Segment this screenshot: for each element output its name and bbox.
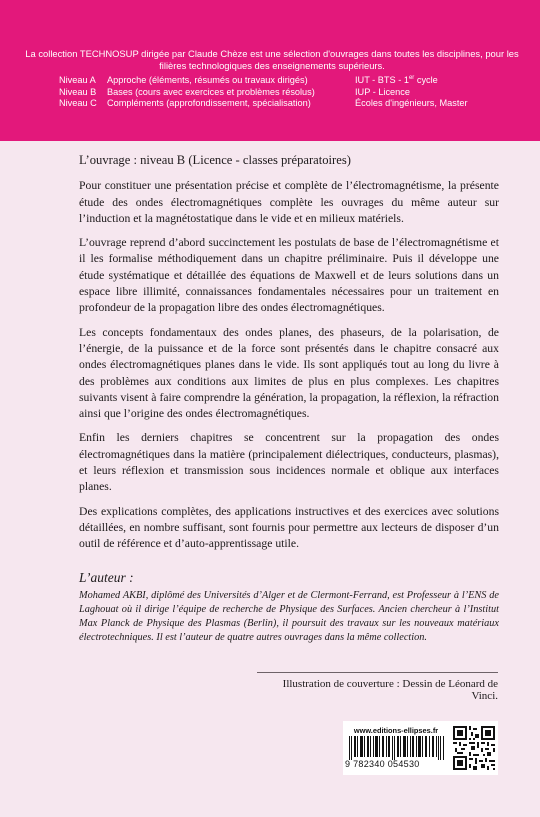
level-row-b xyxy=(59,87,519,99)
level-code: Niveau B xyxy=(59,86,97,97)
isbn-digits: 9 782340 054530 xyxy=(345,759,420,769)
isbn-barcode-icon xyxy=(349,736,445,760)
collection-header-band xyxy=(0,0,540,141)
level-row-a xyxy=(59,75,519,87)
book-level-heading: L’ouvrage : niveau B (Licence - classes préparatoires) xyxy=(79,153,351,167)
description-paragraph: L’ouvrage reprend d’abord succinctement les postulats de base de l’électromagnétisme et il les formalise méthodiquement dans un chapitre préliminaire. Puis il développe une étude systématique et détaillée des équations de Maxwell et de leurs solutions dans un espace libre illimité, connaissances fondamentales nécessaires pour un traitement en profondeur de la propagation libre des ondes électromagnétiques. xyxy=(79,236,499,315)
publisher-website: www.editions-ellipses.fr xyxy=(353,726,439,735)
description-paragraph: Des explications complètes, des applications instructives et des exercices avec solutions détaillées, en nombre suffisant, sont fournis pour permettre aux lecteurs de disposer d’un outil de référence et d’auto-apprentissage utile. xyxy=(79,504,499,551)
qr-code-icon xyxy=(453,726,495,770)
levels-table xyxy=(59,75,519,110)
barcode-label xyxy=(343,721,498,775)
level-code: Niveau C xyxy=(59,98,97,109)
description-paragraph: Les concepts fondamentaux des ondes planes, des phaseurs, de la polarisation, de l’énergie, de la puissance et de la force sont présentés dans le chapitre consacré aux ondes électromagnétiques planes dans le vide. Ils sont appliqués tout au long du livre à des problèmes aux conditions aux limites de plus en plus complexes. Les chapitres suivants visent à faire comprendre la génération, la propagation, la réflexion, la réfraction ainsi que l’origine des ondes électromagnétiques. xyxy=(79,325,499,421)
level-target: IUP - Licence xyxy=(355,86,410,97)
book-description xyxy=(79,152,499,561)
cover-illustration-credit: Illustration de couverture : Dessin de Léonard de Vinci. xyxy=(282,678,498,702)
level-description: Compléments (approfondissement, spécialisation) xyxy=(107,98,311,109)
level-description: Bases (cours avec exercices et problèmes résolus) xyxy=(107,86,315,97)
level-target: IUT - BTS - 1er cycle xyxy=(355,74,438,85)
author-heading: L’auteur : xyxy=(79,570,134,585)
level-target: Écoles d'ingénieurs, Master xyxy=(355,98,468,109)
level-description: Approche (éléments, résumés ou travaux dirigés) xyxy=(107,75,308,85)
collection-intro: La collection TECHNOSUP dirigée par Claude Chèze est une sélection d'ouvrages dans toutes les disciplines, pour les filières technologiques des enseignements supérieurs. xyxy=(25,48,519,71)
description-paragraph: Pour constituer une présentation précise et complète de l’électromagnétisme, la présente étude des ondes électromagnétiques complète les ouvrages du même auteur sur l’induction et la magnétostatique dans le vide et en milieux matériels. xyxy=(79,179,499,225)
level-code: Niveau A xyxy=(59,75,96,85)
description-paragraph: Enfin les derniers chapitres se concentrent sur la propagation des ondes électromagnétiques dans la matière (principalement diélectriques, conducteurs, plasmas), et leurs réflexion et transmission sous incidences normale et oblique aux interfaces planes. xyxy=(79,431,499,494)
level-row-c xyxy=(59,98,519,110)
divider-line xyxy=(257,672,498,673)
author-bio: Mohamed AKBI, diplômé des Universités d’Alger et de Clermont-Ferrand, est Professeur à l’ENS de Laghouat où il dirige l’équipe de recherche de Physique des Surfaces. Ancien chercheur à l’Institut Max Planck de Physique des Plasmas (Berlin), il poursuit des travaux sur les nouveaux matériaux électrotechniques. Il est l’auteur de quatre autres ouvrages dans la même collection. xyxy=(79,590,499,643)
